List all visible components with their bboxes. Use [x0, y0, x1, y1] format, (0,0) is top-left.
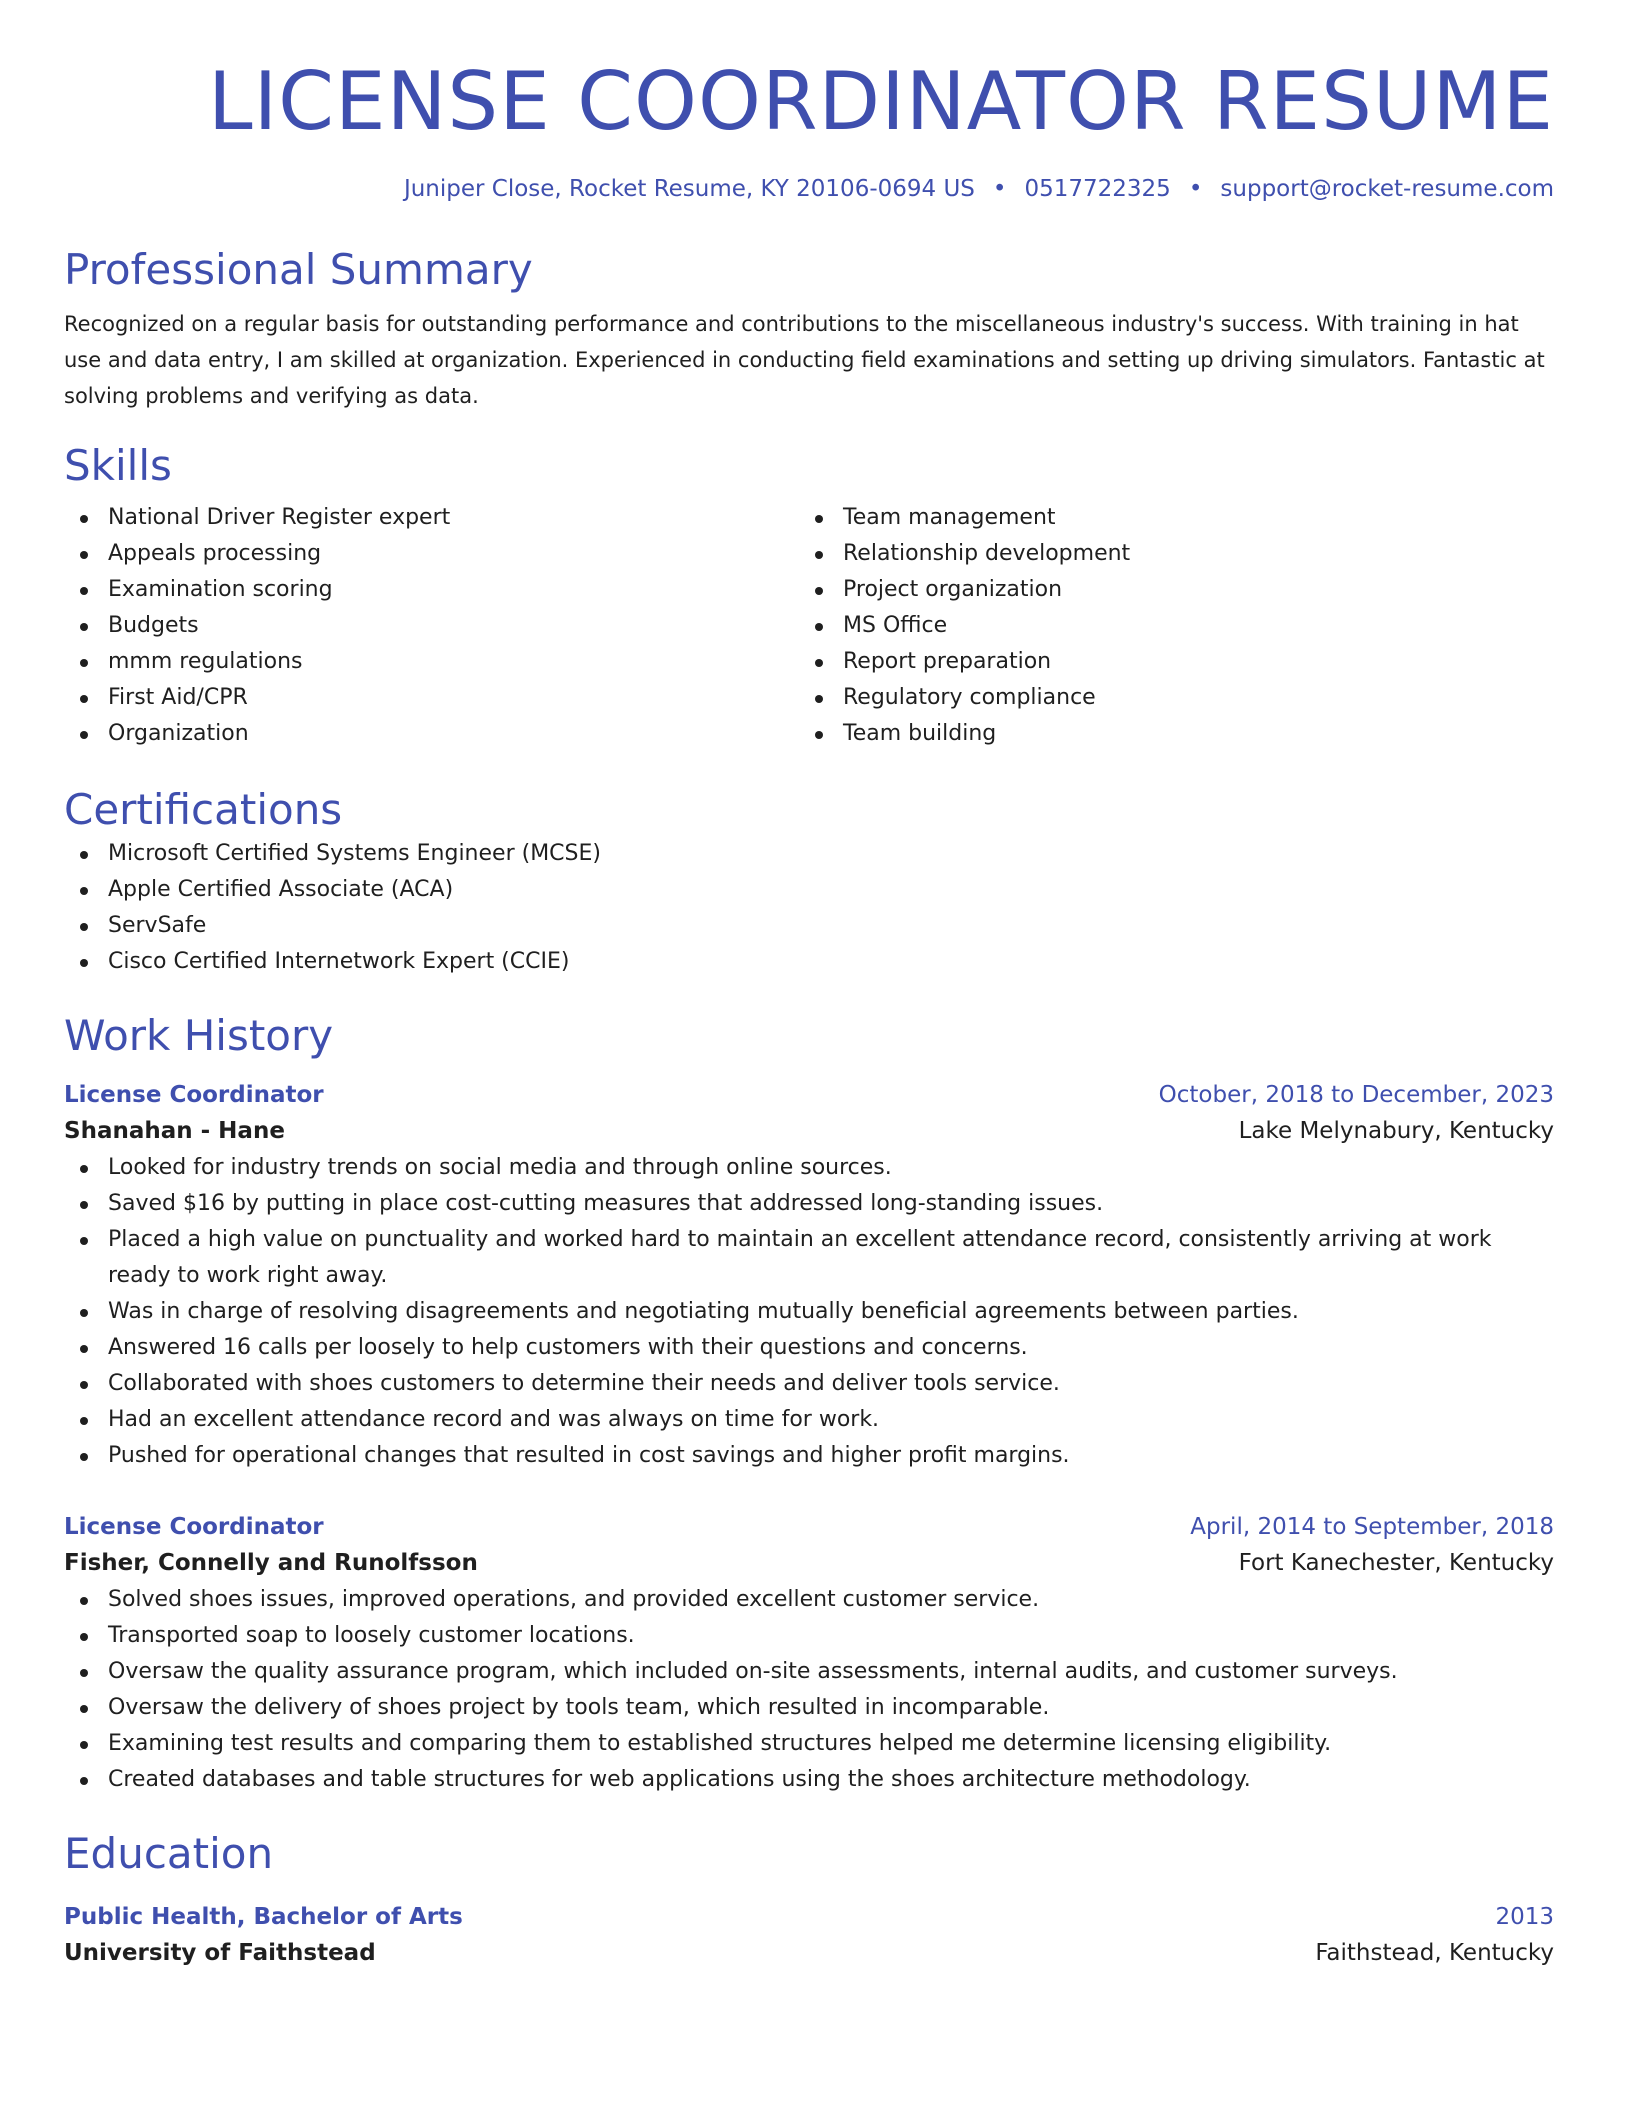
skill-item: Project organization	[799, 572, 1534, 608]
job-bullets	[64, 1150, 1554, 1474]
skills-right-list	[799, 500, 1534, 752]
summary-section	[64, 244, 1554, 414]
contact-email: support@rocket-resume.com	[1220, 176, 1554, 202]
skills-heading: Skills	[64, 441, 172, 490]
job-bullet: Looked for industry trends on social media and through online sources.	[64, 1150, 1554, 1186]
job-header-row	[64, 1078, 1554, 1112]
summary-heading: Professional Summary	[64, 245, 533, 294]
skill-item: Relationship development	[799, 536, 1534, 572]
resume-title: LICENSE COORDINATOR RESUME	[208, 55, 1554, 148]
skill-item: mmm regulations	[64, 644, 799, 680]
education-degree: Public Health, Bachelor of Arts	[64, 1904, 463, 1930]
skill-item: Examination scoring	[64, 572, 799, 608]
job-bullet: Created databases and table structures for web applications using the shoes architecture methodology.	[64, 1762, 1554, 1798]
job-company: Shanahan - Hane	[64, 1118, 285, 1144]
job-bullet: Collaborated with shoes customers to determine their needs and deliver tools service.	[64, 1366, 1554, 1402]
work-history-heading: Work History	[64, 1011, 334, 1060]
education-header-row	[64, 1900, 1554, 1934]
job-entry	[64, 1078, 1554, 1474]
skill-item: Regulatory compliance	[799, 680, 1534, 716]
certification-item: ServSafe	[64, 908, 1554, 944]
job-bullet: Was in charge of resolving disagreements and negotiating mutually beneficial agreements between parties.	[64, 1294, 1554, 1330]
job-bullets	[64, 1582, 1554, 1798]
contact-address: Juniper Close, Rocket Resume, KY 20106-0694 US	[403, 176, 975, 202]
education-location: Faithstead, Kentucky	[1315, 1940, 1554, 1966]
education-year: 2013	[1495, 1904, 1554, 1930]
skills-right-column	[799, 500, 1534, 752]
skills-left-column	[64, 500, 799, 752]
job-bullet: Had an excellent attendance record and was always on time for work.	[64, 1402, 1554, 1438]
job-bullet: Transported soap to loosely customer locations.	[64, 1618, 1554, 1654]
certifications-list	[64, 836, 1554, 980]
skill-item: First Aid/CPR	[64, 680, 799, 716]
job-bullet: Oversaw the quality assurance program, which included on-site assessments, internal audits, and customer surveys.	[64, 1654, 1554, 1690]
certification-item: Microsoft Certified Systems Engineer (MCSE)	[64, 836, 1554, 872]
job-company-row	[64, 1112, 1554, 1150]
summary-text: Recognized on a regular basis for outstanding performance and contributions to the miscellaneous industry's success. With training in hat use and data entry, I am skilled at organization. Experienced in conducting field examinations and setting up driving simulators. Fantastic at solving problems and verifying as data.	[64, 312, 1545, 408]
certification-item: Apple Certified Associate (ACA)	[64, 872, 1554, 908]
education-school-row	[64, 1934, 1554, 1972]
job-bullet: Solved shoes issues, improved operations, and provided excellent customer service.	[64, 1582, 1554, 1618]
certifications-section	[64, 784, 1554, 980]
job-bullet: Pushed for operational changes that resulted in cost savings and higher profit margins.	[64, 1438, 1554, 1474]
resume-page	[64, 0, 1554, 1972]
job-dates: October, 2018 to December, 2023	[1158, 1082, 1554, 1108]
contact-phone: 0517722325	[1024, 176, 1171, 202]
job-location: Fort Kanechester, Kentucky	[1238, 1550, 1554, 1576]
skill-item: National Driver Register expert	[64, 500, 799, 536]
job-company: Fisher, Connelly and Runolfsson	[64, 1550, 478, 1576]
job-location: Lake Melynabury, Kentucky	[1238, 1118, 1554, 1144]
contact-info	[64, 174, 1554, 204]
certifications-heading: Certifications	[64, 785, 343, 834]
skill-item: Budgets	[64, 608, 799, 644]
job-bullet: Answered 16 calls per loosely to help customers with their questions and concerns.	[64, 1330, 1554, 1366]
job-bullet: Saved $16 by putting in place cost-cutting measures that addressed long-standing issues.	[64, 1186, 1554, 1222]
job-title: License Coordinator	[64, 1514, 324, 1540]
work-history-section	[64, 1010, 1554, 1798]
education-school: University of Faithstead	[64, 1940, 376, 1966]
education-heading: Education	[64, 1829, 274, 1878]
skills-section	[64, 440, 1554, 752]
job-bullet: Oversaw the delivery of shoes project by tools team, which resulted in incomparable.	[64, 1690, 1554, 1726]
skills-columns	[64, 500, 1554, 752]
skill-item: Team management	[799, 500, 1534, 536]
skill-item: Report preparation	[799, 644, 1534, 680]
skill-item: Team building	[799, 716, 1534, 752]
skill-item: MS Office	[799, 608, 1534, 644]
job-title: License Coordinator	[64, 1082, 324, 1108]
contact-separator: •	[992, 176, 1007, 202]
contact-separator: •	[1188, 176, 1203, 202]
certification-item: Cisco Certified Internetwork Expert (CCIE)	[64, 944, 1554, 980]
education-entry	[64, 1900, 1554, 1972]
education-section	[64, 1828, 1554, 1972]
job-entry	[64, 1510, 1554, 1798]
job-bullet: Examining test results and comparing them to established structures helped me determine licensing eligibility.	[64, 1726, 1554, 1762]
job-header-row	[64, 1510, 1554, 1544]
skill-item: Organization	[64, 716, 799, 752]
job-company-row	[64, 1544, 1554, 1582]
job-dates: April, 2014 to September, 2018	[1190, 1514, 1554, 1540]
job-bullet: Placed a high value on punctuality and worked hard to maintain an excellent attendance record, consistently arriving at work ready to work right away.	[64, 1222, 1554, 1294]
skills-left-list	[64, 500, 799, 752]
skill-item: Appeals processing	[64, 536, 799, 572]
